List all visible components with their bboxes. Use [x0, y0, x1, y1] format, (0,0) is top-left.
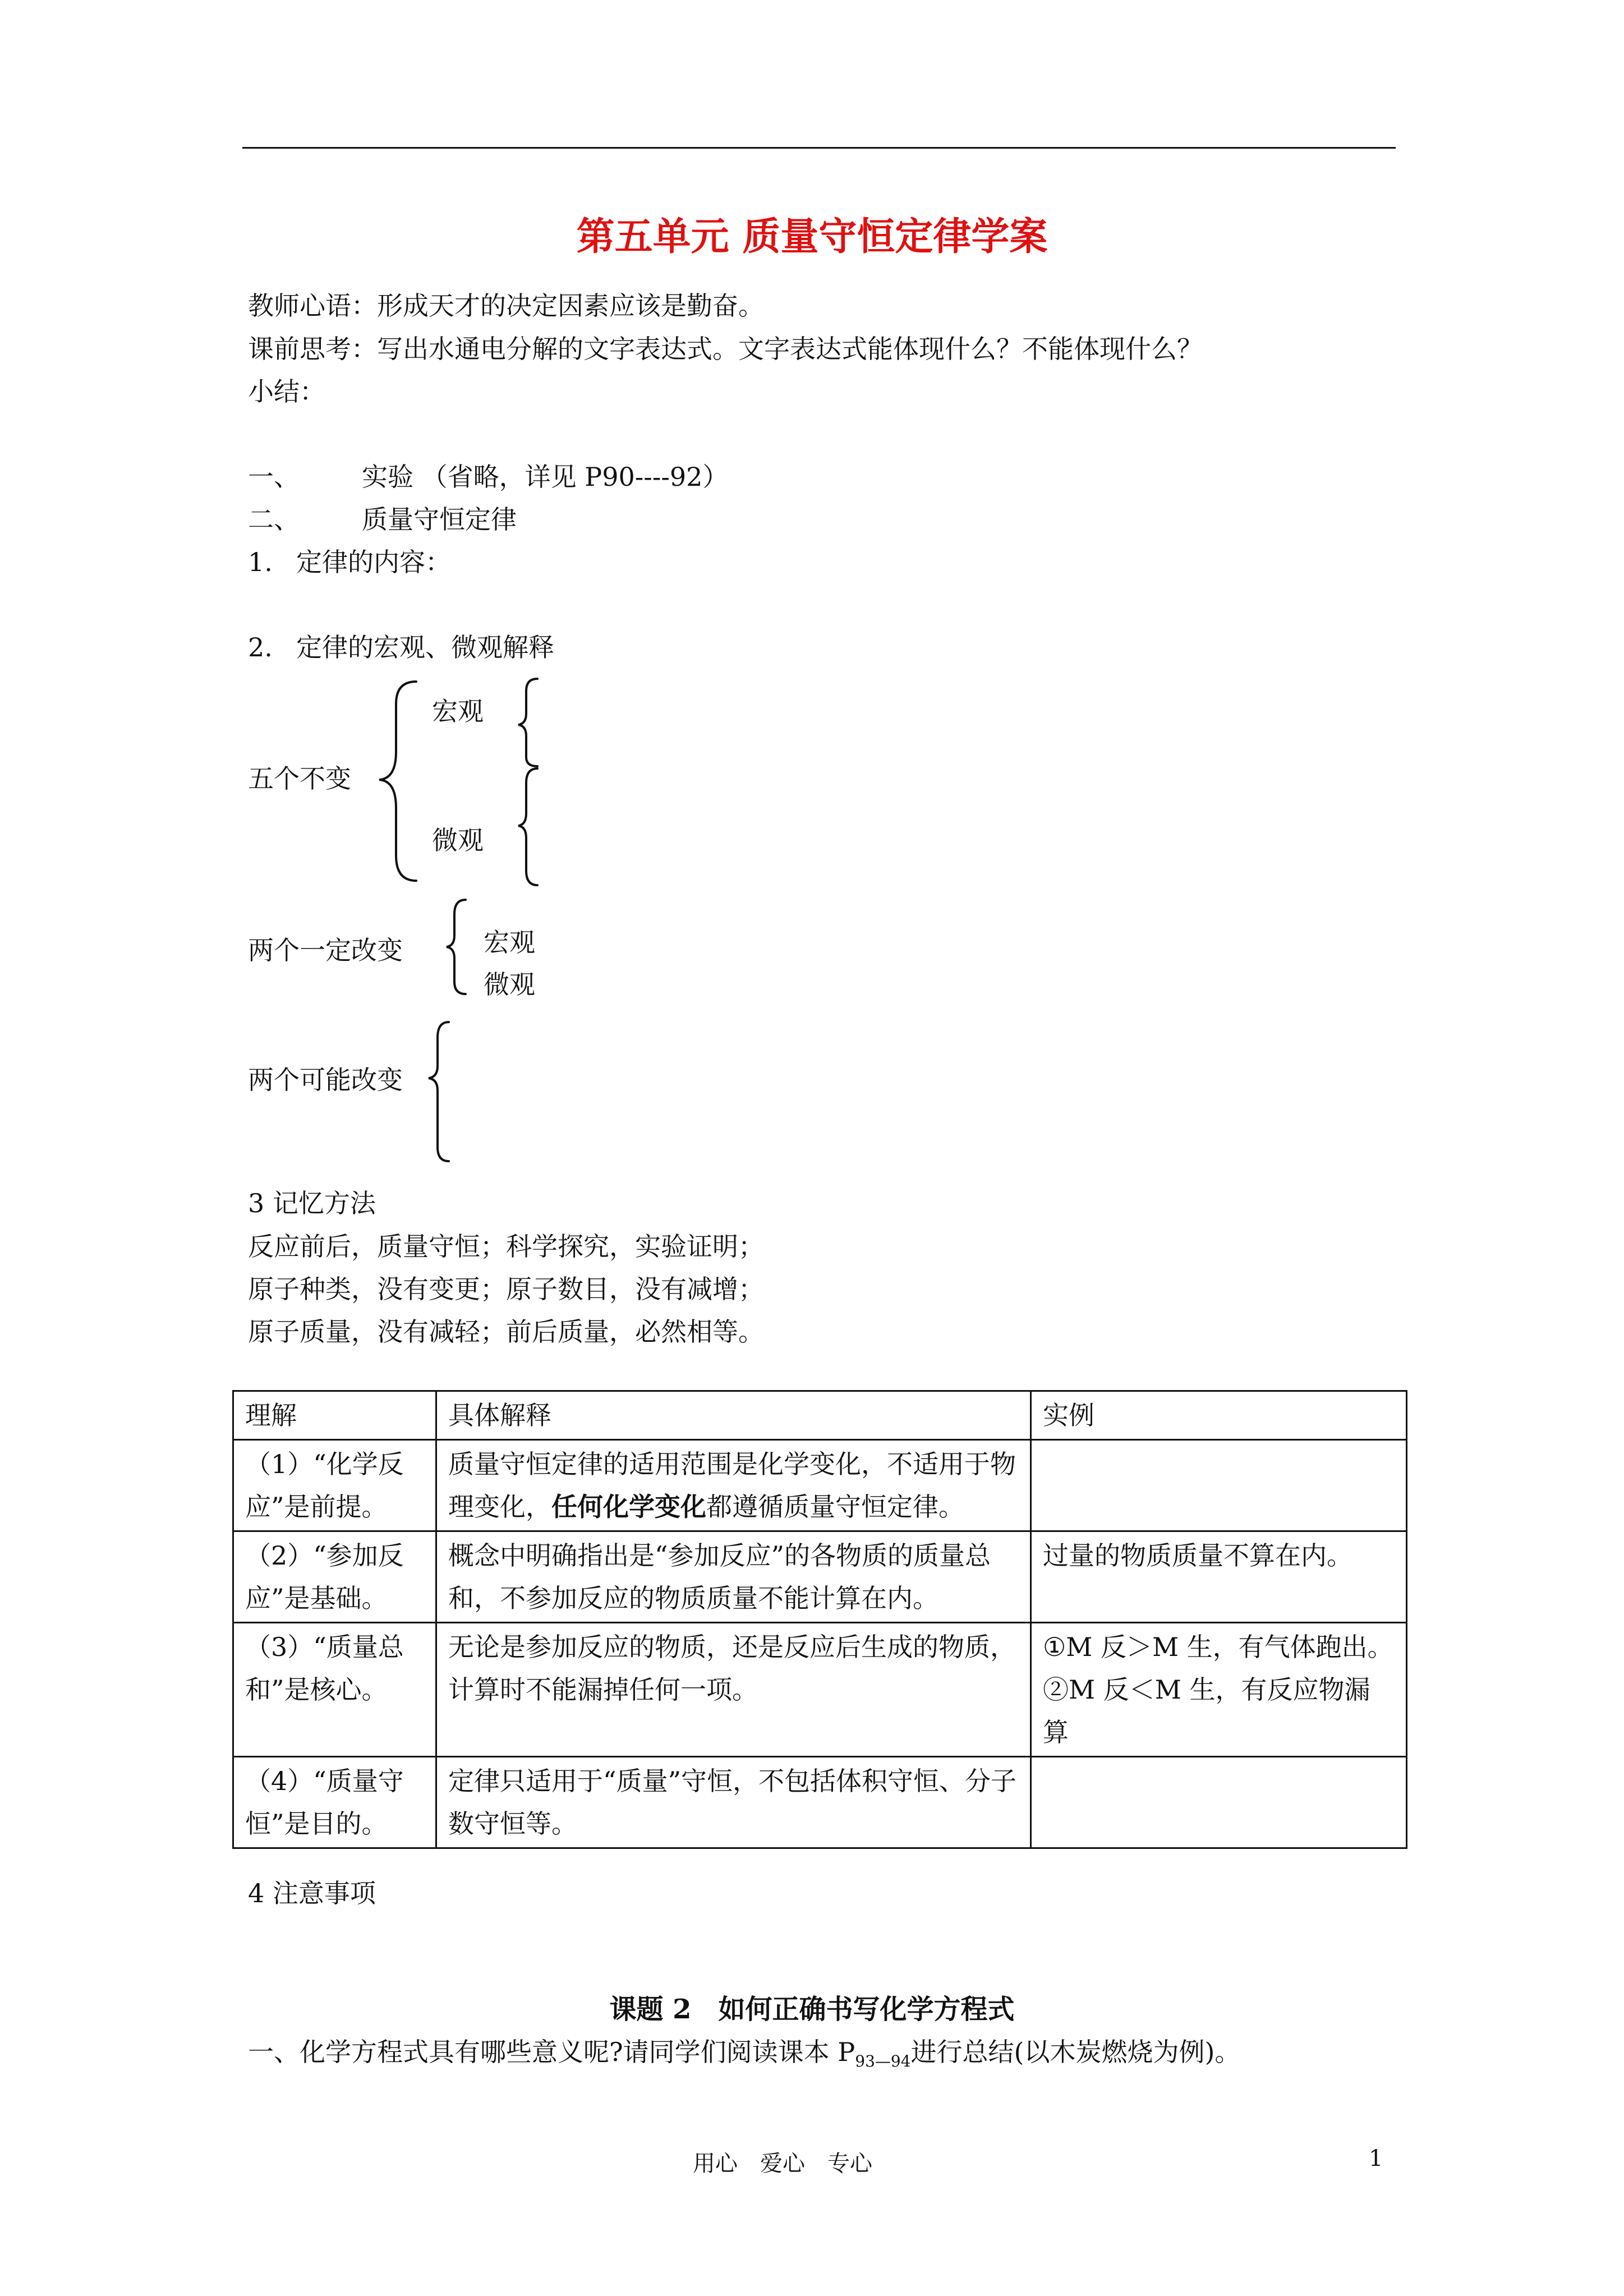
- row-term: （2）“参加反应”是基础。: [233, 1531, 436, 1623]
- row-term: （3）“质量总和”是核心。: [233, 1623, 436, 1757]
- row-explanation: [436, 1440, 1031, 1531]
- macro-label: 宏观: [432, 696, 484, 726]
- footer-motto: 用心 爱心 专心: [693, 2151, 872, 2177]
- item1-number: 1.: [248, 547, 273, 577]
- header-explanation: 具体解释: [436, 1391, 1031, 1440]
- understanding-table: [232, 1390, 1407, 1849]
- explanation-text-end: 都遵循质量守恒定律。: [706, 1492, 964, 1522]
- five-unchanged-label: 五个不变: [248, 763, 351, 794]
- two-definite-label: 两个一定改变: [248, 935, 403, 965]
- header-example: 实例: [1031, 1391, 1407, 1440]
- row-term: （4）“质量守恒”是目的。: [233, 1757, 436, 1848]
- row-example: 过量的物质质量不算在内。: [1031, 1531, 1407, 1623]
- definite-brace: [447, 900, 466, 994]
- row-example: [1031, 1440, 1407, 1531]
- possible-brace: [429, 1022, 449, 1161]
- row-explanation: 定律只适用于“质量”守恒，不包括体积守恒、分子数守恒等。: [436, 1757, 1031, 1848]
- header-understanding: 理解: [233, 1391, 436, 1440]
- lesson2-title: 课题 2 如何正确书写化学方程式: [609, 1994, 1015, 2025]
- memory-line-1: 反应前后，质量守恒；科学探究，实验证明；: [248, 1231, 764, 1262]
- page-number: 1: [1369, 2146, 1383, 2171]
- explanation-bold-text: 任何化学变化: [551, 1492, 706, 1522]
- table-row: [233, 1623, 1407, 1757]
- row-example: ①M 反＞M 生，有气体跑出。②M 反＜M 生，有反应物漏算: [1031, 1623, 1407, 1757]
- macro-brace: [518, 679, 537, 766]
- teacher-words: 教师心语：形成天才的决定因素应该是勤奋。: [248, 291, 764, 321]
- table-row: [233, 1531, 1407, 1623]
- micro2-label: 微观: [484, 969, 535, 1000]
- section2-number: 二、: [248, 504, 300, 535]
- question-text: 一、化学方程式具有哪些意义呢?请同学们阅读课本 P: [248, 2037, 855, 2067]
- page-title: 第五单元 质量守恒定律学案: [576, 214, 1048, 259]
- section1-number: 一、: [248, 462, 300, 492]
- table-header-row: [233, 1391, 1407, 1440]
- notes-heading: 4 注意事项: [248, 1878, 376, 1908]
- memory-line-2: 原子种类，没有变更；原子数目，没有减增；: [248, 1274, 764, 1304]
- summary-label: 小结：: [248, 376, 325, 407]
- item2-number: 2.: [248, 632, 273, 662]
- explanation-text: 质量守恒定律的适用范围是化学变化，不适用于物理变化，: [448, 1449, 1016, 1522]
- question-text-end: 进行总结(以木炭燃烧为例)。: [910, 2037, 1241, 2067]
- section1-text: 实验 （省略，详见 P90----92）: [362, 462, 729, 492]
- micro-label: 微观: [432, 825, 484, 855]
- section2-text: 质量守恒定律: [362, 504, 517, 535]
- memory-heading: 3 记忆方法: [248, 1188, 376, 1218]
- big-brace: [379, 682, 416, 881]
- lesson2-question: [248, 2035, 1240, 2078]
- page-range-subscript: 93—94: [855, 2052, 911, 2070]
- row-explanation: 无论是参加反应的物质，还是反应后生成的物质，计算时不能漏掉任何一项。: [436, 1623, 1031, 1757]
- row-example: [1031, 1757, 1407, 1848]
- table-row: [233, 1757, 1407, 1848]
- micro-brace: [518, 769, 537, 885]
- pre-thinking: 课前思考：写出水通电分解的文字表达式。文字表达式能体现什么？不能体现什么？: [248, 334, 1203, 364]
- memory-line-3: 原子质量，没有减轻；前后质量，必然相等。: [248, 1317, 764, 1347]
- item2-text: 定律的宏观、微观解释: [296, 632, 554, 662]
- row-explanation: 概念中明确指出是“参加反应”的各物质的质量总和，不参加反应的物质质量不能计算在内。: [436, 1531, 1031, 1623]
- macro2-label: 宏观: [484, 927, 535, 958]
- table-row: [233, 1440, 1407, 1531]
- row-term: （1）“化学反应”是前提。: [233, 1440, 436, 1531]
- item1-text: 定律的内容：: [296, 547, 451, 577]
- two-possible-label: 两个可能改变: [248, 1065, 403, 1095]
